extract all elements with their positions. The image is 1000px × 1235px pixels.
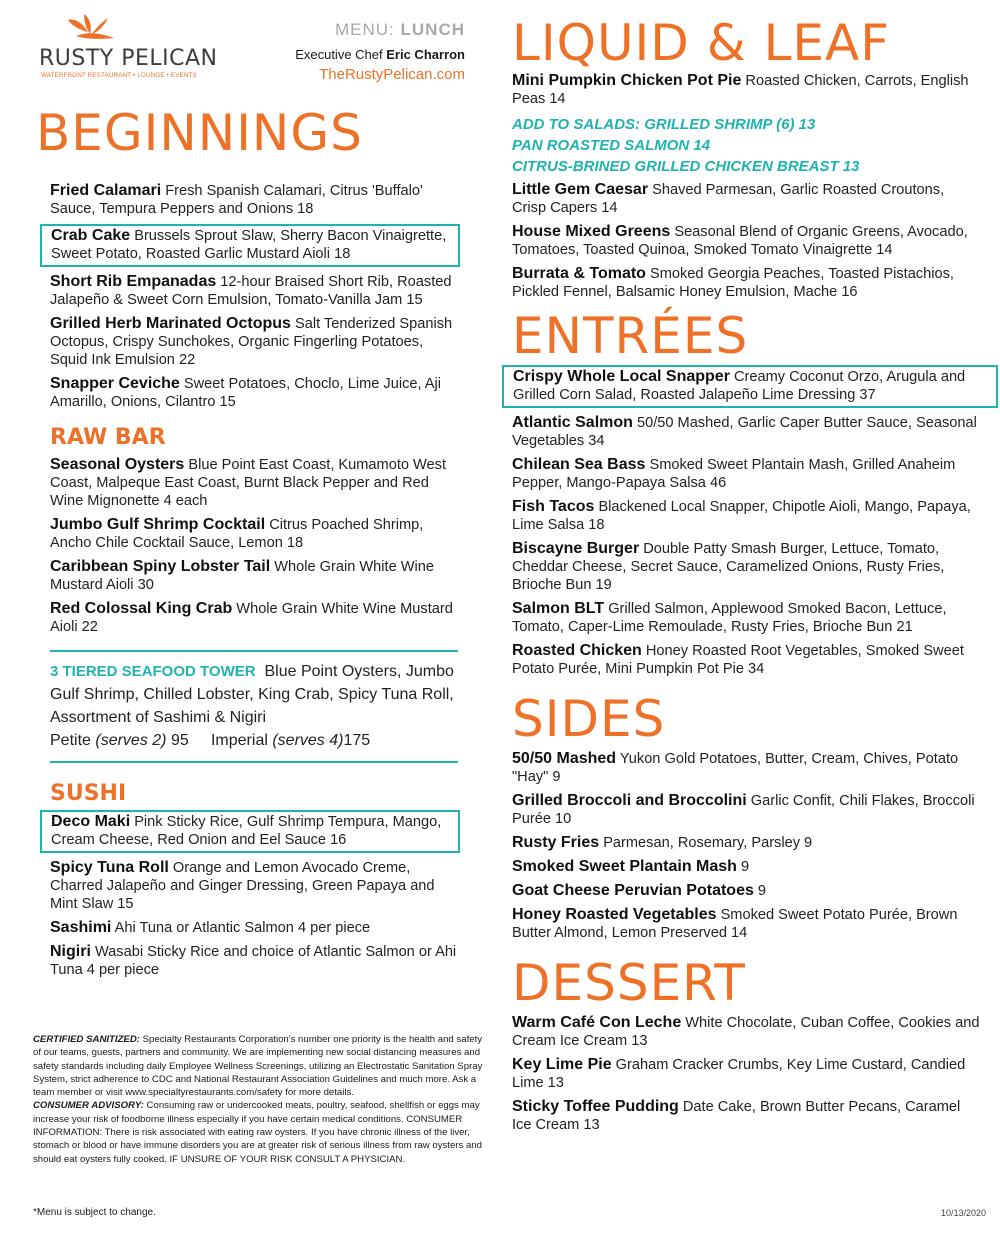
menu-item [512, 456, 982, 492]
item-description: Brussels Sprout Slaw, Sherry Bacon Vinaigrette, Sweet Potato, Roasted Garlic Mustard Aioli 18 [51, 228, 447, 262]
menu-item [512, 906, 982, 942]
tower-name: 3 TIERED SEAFOOD TOWER [50, 663, 256, 680]
entrees-title: ENTRÉES [512, 307, 749, 365]
item-name: Jumbo Gulf Shrimp Cocktail [50, 516, 266, 533]
item-name: Fish Tacos [512, 498, 595, 515]
tower-imperial-serves: (serves 4) [272, 732, 344, 749]
menu-type: LUNCH [400, 20, 465, 39]
item-description: Whole Grain White Wine Mustard Aioli 30 [50, 559, 435, 593]
item-description: Whole Grain White Wine Mustard Aioli 22 [50, 601, 453, 635]
highlighted-menu-item [40, 224, 460, 267]
addon-line: PAN ROASTED SALMON 14 [512, 137, 711, 154]
item-name: 50/50 Mashed [512, 750, 617, 767]
item-name: Biscayne Burger [512, 540, 640, 557]
menu-prefix: MENU: [334, 20, 395, 39]
item-name: Caribbean Spiny Lobster Tail [50, 558, 271, 575]
menu-item [512, 265, 982, 301]
menu-change-note: *Menu is subject to change. [33, 1207, 156, 1218]
menu-item [50, 919, 460, 937]
item-name: Key Lime Pie [512, 1056, 612, 1073]
menu-item [512, 1056, 982, 1092]
item-description: Seasonal Blend of Organic Greens, Avocado, Tomatoes, Toasted Quinoa, Smoked Tomato Vinaigrette 14 [512, 224, 968, 258]
item-description: Wasabi Sticky Rice and choice of Atlantic Salmon or Ahi Tuna 4 per piece [50, 944, 457, 978]
certified-sanitized-notice [33, 1033, 488, 1099]
menu-item [50, 182, 460, 218]
dessert-title: DESSERT [512, 954, 746, 1012]
liquid-leaf-top-list [512, 72, 982, 108]
menu-date: 10/13/2020 [940, 1208, 986, 1218]
item-description: Pink Sticky Rice, Gulf Shrimp Tempura, Mango, Cream Cheese, Red Onion and Eel Sauce 16 [51, 814, 442, 848]
sides-title: SIDES [512, 690, 666, 748]
item-name: Snapper Ceviche [50, 375, 180, 392]
item-description: Sweet Potatoes, Choclo, Lime Juice, Aji Amarillo, Onions, Cilantro 15 [50, 376, 442, 410]
tower-petite-label: Petite [50, 732, 91, 749]
menu-item [50, 315, 460, 369]
item-description: Orange and Lemon Avocado Creme, Charred Jalapeño and Ginger Dressing, Green Papaya and Mint Slaw 15 [50, 860, 435, 912]
item-name: Grilled Broccoli and Broccolini [512, 792, 747, 809]
menu-item [512, 750, 982, 786]
item-description: Date Cake, Brown Butter Pecans, Caramel Ice Cream 13 [512, 1099, 961, 1133]
menu-item [50, 859, 460, 913]
item-description: Smoked Sweet Potato Purée, Brown Butter Almond, Lemon Preserved 14 [512, 907, 958, 941]
item-name: Burrata & Tomato [512, 265, 646, 282]
menu-label [205, 20, 465, 40]
logo-name: RUSTY PELICAN [39, 46, 218, 71]
sushi-title: SUSHI [50, 781, 127, 806]
item-name: Warm Café Con Leche [512, 1014, 682, 1031]
item-description: Graham Cracker Crumbs, Key Lime Custard, Candied Lime 13 [512, 1057, 966, 1091]
item-description: 50/50 Mashed, Garlic Caper Butter Sauce, Seasonal Vegetables 34 [512, 415, 977, 449]
chef-prefix: Executive Chef [295, 47, 383, 62]
menu-item [512, 792, 982, 828]
item-description: Blackened Local Snapper, Chipotle Aioli, Mango, Papaya, Lime Salsa 18 [512, 499, 971, 533]
consumer-label: CONSUMER ADVISORY: [33, 1100, 144, 1112]
item-description: Smoked Georgia Peaches, Toasted Pistachios, Pickled Fennel, Balsamic Honey Emulsion, Mache 16 [512, 266, 954, 300]
item-name: Fried Calamari [50, 182, 162, 199]
menu-item [50, 943, 460, 979]
item-name: Smoked Sweet Plantain Mash [512, 858, 737, 875]
salad-addons [512, 114, 982, 177]
item-description: Parmesan, Rosemary, Parsley 9 [599, 835, 813, 851]
item-name: Atlantic Salmon [512, 414, 633, 431]
beginnings-title: BEGINNINGS [36, 104, 363, 162]
beginnings-list [50, 182, 460, 411]
item-name: Roasted Chicken [512, 642, 642, 659]
item-description: 9 [736, 859, 750, 875]
website-link[interactable]: TheRustyPelican.com [319, 66, 465, 83]
seafood-tower [50, 660, 460, 752]
raw-bar-list [50, 456, 460, 636]
menu-item [50, 273, 460, 309]
menu-item [50, 516, 460, 552]
logo-tagline: WATERFRONT RESTAURANT • LOUNGE • EVENTS [41, 72, 197, 79]
tower-petite-price: 95 [170, 732, 189, 749]
item-name: Goat Cheese Peruvian Potatoes [512, 882, 754, 899]
item-name: Short Rib Empanadas [50, 273, 217, 290]
item-description: White Chocolate, Cuban Coffee, Cookies and Cream Ice Cream 13 [512, 1015, 980, 1049]
chef-line [205, 47, 465, 62]
pelican-logo-icon [64, 12, 120, 46]
item-description: Garlic Confit, Chili Flakes, Broccoli Purée 10 [512, 793, 975, 827]
item-name: Red Colossal King Crab [50, 600, 233, 617]
consumer-advisory-notice [33, 1099, 488, 1165]
logo [36, 12, 218, 82]
item-description: Shaved Parmesan, Garlic Roasted Croutons, Crisp Capers 14 [512, 182, 945, 216]
sushi-list [50, 810, 460, 979]
menu-item [50, 558, 460, 594]
item-description: 12-hour Braised Short Rib, Roasted Jalapeño & Sweet Corn Emulsion, Tomato-Vanilla Jam 15 [50, 274, 452, 308]
dessert-list [512, 1014, 982, 1134]
item-name: Rusty Fries [512, 834, 600, 851]
entrees-list [512, 365, 982, 678]
tower-petite-serves: (serves 2) [95, 732, 167, 749]
tower-imperial-price: 175 [343, 732, 371, 749]
item-name: Grilled Herb Marinated Octopus [50, 315, 291, 332]
menu-item [512, 181, 982, 217]
item-name: Salmon BLT [512, 600, 605, 617]
item-name: Sticky Toffee Pudding [512, 1098, 679, 1115]
addon-line: CITRUS-BRINED GRILLED CHICKEN BREAST 13 [512, 158, 860, 175]
addon-line: ADD TO SALADS: GRILLED SHRIMP (6) 13 [512, 116, 816, 133]
item-description: Blue Point East Coast, Kumamoto West Coast, Malpeque East Coast, Burnt Black Pepper and Red Wine Mignonette 4 each [50, 457, 447, 509]
highlighted-menu-item [40, 810, 460, 853]
certified-text: Specialty Restaurants Corporation's number one priority is the health and safety of our teams, guests, partners and community. We are implementing new social distancing measures and safety standards including daily Employee Wellness Screenings, utilizing an Electrostatic Sanitation Spray System, strict adherence to CDC and National Restaurant Association Guidelines and much more. Ask a team member or visit www.specialtyrestaurants.com/safety for more details. [33, 1034, 483, 1099]
certified-label: CERTIFIED SANITIZED: [33, 1034, 140, 1045]
item-description: Fresh Spanish Calamari, Citrus 'Buffalo' Sauce, Tempura Peppers and Onions 18 [50, 183, 423, 217]
menu-item [512, 540, 982, 594]
item-description: Smoked Sweet Plantain Mash, Grilled Anaheim Pepper, Mango-Papaya Salsa 46 [512, 457, 956, 491]
item-description: Citrus Poached Shrimp, Ancho Chile Cocktail Sauce, Lemon 18 [50, 517, 424, 551]
menu-item [512, 223, 982, 259]
menu-item [50, 456, 460, 510]
menu-item [512, 1098, 982, 1134]
menu-item [512, 642, 982, 678]
item-description: Roasted Chicken, Carrots, English Peas 14 [512, 73, 969, 107]
menu-item [512, 498, 982, 534]
item-name: Honey Roasted Vegetables [512, 906, 717, 923]
item-name: Seasonal Oysters [50, 456, 185, 473]
item-name: Chilean Sea Bass [512, 456, 646, 473]
item-description: Ahi Tuna or Atlantic Salmon 4 per piece [111, 920, 371, 936]
raw-bar-title: RAW BAR [50, 425, 166, 450]
item-description: 9 [753, 883, 767, 899]
item-name: Nigiri [50, 943, 91, 960]
menu-item [512, 72, 982, 108]
menu-item [512, 600, 982, 636]
tower-imperial-label: Imperial [210, 732, 268, 749]
item-description: Double Patty Smash Burger, Lettuce, Tomato, Cheddar Cheese, Secret Sauce, Caramelized Onions, Rusty Fries, Brioche Bun 19 [512, 541, 945, 593]
item-name: Spicy Tuna Roll [50, 859, 169, 876]
highlighted-menu-item [502, 365, 998, 408]
item-name: House Mixed Greens [512, 223, 671, 240]
left-column [36, 104, 460, 985]
menu-item [50, 600, 460, 636]
tower-top-rule [50, 650, 458, 652]
item-description: Honey Roasted Root Vegetables, Smoked Sweet Potato Purée, Mini Pumpkin Pot Pie 34 [512, 643, 964, 677]
menu-item [512, 882, 982, 900]
menu-item [512, 1014, 982, 1050]
tower-bottom-rule [50, 761, 458, 763]
menu-header [205, 20, 465, 83]
menu-item [50, 375, 460, 411]
item-description: Creamy Coconut Orzo, Arugula and Grilled Corn Salad, Roasted Jalapeño Lime Dressing 37 [513, 369, 966, 403]
item-name: Mini Pumpkin Chicken Pot Pie [512, 72, 742, 89]
menu-item [512, 858, 982, 876]
tower-desc: Blue Point Oysters, Jumbo Gulf Shrimp, Chilled Lobster, King Crab, Spicy Tuna Roll, Assortment of Sashimi & Nigiri [50, 663, 454, 726]
item-name: Sashimi [50, 919, 112, 936]
item-description: Salt Tenderized Spanish Octopus, Crispy Sunchokes, Organic Fingerling Potatoes, Squid Ink Emulsion 22 [50, 316, 453, 368]
item-description: Yukon Gold Potatoes, Butter, Cream, Chives, Potato "Hay" 9 [512, 751, 959, 785]
fine-print [33, 1033, 488, 1166]
menu-item [512, 834, 982, 852]
sides-list [512, 750, 982, 942]
item-name: Deco Maki [51, 813, 131, 830]
item-name: Crispy Whole Local Snapper [513, 368, 730, 385]
menu-item [512, 414, 982, 450]
right-column [512, 14, 982, 1140]
chef-name: Eric Charron [386, 47, 465, 62]
item-name: Little Gem Caesar [512, 181, 649, 198]
consumer-text: Consuming raw or undercooked meats, poultry, seafood, shellfish or eggs may increase your risk of foodborne illness especially if you have certain medical conditions. CONSUMER INFORMATION: There is risk associated with eating raw oysters. If you have chronic illness of the liver, stomach or blood or have immune disorders you are at greater risk of serious illness from raw oysters and should eat oysters fully cooked. IF UNSURE OF YOUR RISK CONSULT A PHYSICIAN. [33, 1100, 482, 1165]
item-description: Grilled Salmon, Applewood Smoked Bacon, Lettuce, Tomato, Caper-Lime Remoulade, Rusty Fries, Brioche Bun 21 [512, 601, 947, 635]
liquid-leaf-list [512, 181, 982, 301]
item-name: Crab Cake [51, 227, 131, 244]
liquid-leaf-title: LIQUID & LEAF [512, 14, 890, 72]
